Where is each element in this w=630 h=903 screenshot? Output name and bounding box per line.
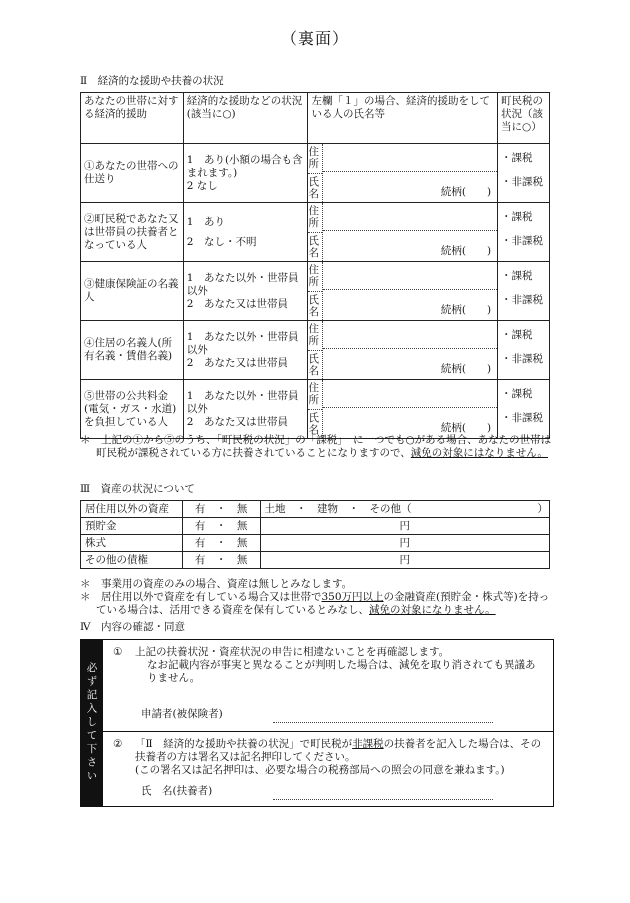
item-number: ①: [113, 646, 123, 658]
tax-option[interactable]: ・課税: [501, 388, 533, 400]
option-1[interactable]: 1 あなた以外・世帯員以外: [186, 389, 299, 415]
assets-table: [80, 500, 550, 569]
yes-no-option[interactable]: 有 ・ 無: [182, 552, 260, 569]
confirmation-item-1: [103, 640, 553, 732]
tax-option[interactable]: ・課税: [501, 270, 533, 282]
applicant-label: 申請者(被保険者): [141, 708, 223, 720]
note-emphasis: 350万円以上: [321, 591, 384, 603]
section-3-notes: [80, 578, 555, 617]
option-1[interactable]: 1 あなた以外・世帯員以外: [186, 330, 299, 356]
table-row: [81, 321, 550, 380]
confirmation-item-2: [103, 732, 553, 806]
note-emphasis: 減免の対象にはなりません。: [410, 447, 548, 459]
row-label: ①あなたの世帯への仕送り: [81, 144, 184, 203]
item-text: 「Ⅱ 経済的な援助や扶養の状況」で町民税が: [135, 738, 353, 750]
tax-option[interactable]: ・課税: [501, 211, 533, 223]
nontax-option[interactable]: ・非課税: [501, 235, 544, 247]
table-row: [81, 535, 550, 552]
amount-field[interactable]: 円: [260, 535, 549, 552]
address-label: 住所: [308, 380, 322, 410]
yes-no-option[interactable]: 有 ・ 無: [182, 518, 260, 535]
asset-label: 株式: [81, 535, 183, 552]
relation-field[interactable]: 続柄( ): [440, 422, 492, 434]
name-label: 氏名: [308, 175, 319, 200]
yes-no-option[interactable]: 有 ・ 無: [182, 535, 260, 552]
option-1[interactable]: 1 あなた以外・世帯員以外: [186, 271, 299, 297]
item-text: (この署名又は記名押印は、必要な場合の税務部局への照会の同意を兼ねます。): [135, 764, 505, 776]
name-label: 氏名: [308, 293, 319, 318]
item-text: の扶養者を記入した場合は、その扶養者の方は署名又は記名押印してください。: [135, 738, 542, 763]
section-3-heading: Ⅲ 資産の状況について: [80, 483, 195, 495]
address-label: 住所: [308, 203, 322, 233]
asset-label: その他の債権: [81, 552, 183, 569]
section-2-note: [80, 434, 555, 460]
confirmation-box: [80, 639, 554, 807]
asset-detail[interactable]: 土地 ・ 建物 ・ その他（ ）: [260, 501, 549, 518]
tax-option[interactable]: ・課税: [501, 152, 533, 164]
table-row: [81, 380, 550, 439]
section-4-heading: Ⅳ 内容の確認・同意: [80, 621, 185, 633]
note-text: ＊ 事業用の資産のみの場合、資産は無しとみなします。: [80, 578, 353, 590]
note-emphasis: 減免の対象になりません。: [369, 604, 496, 616]
name-label: 氏名: [308, 352, 319, 377]
table-row: [81, 501, 550, 518]
amount-field[interactable]: 円: [260, 518, 549, 535]
item-text: なお記載内容が事実と異なることが判明した場合は、減免を取り消されても異議ありません。: [147, 659, 536, 684]
row-label: ⑤世帯の公共料金(電気・ガス・水道)を負担している人: [81, 380, 184, 439]
address-label: 住所: [308, 262, 322, 292]
nontax-option[interactable]: ・非課税: [501, 294, 544, 306]
option-2[interactable]: 2 あなた又は世帯員: [186, 415, 288, 428]
table-row: [81, 144, 550, 203]
option-2[interactable]: 2 なし・不明: [186, 235, 257, 248]
item-emphasis: 非課税: [352, 738, 384, 750]
option-2[interactable]: 2 なし: [186, 179, 218, 192]
note-text: ＊ 居住用以外で資産を有している場合又は世帯で: [80, 591, 322, 603]
address-field[interactable]: [323, 380, 497, 408]
relation-field[interactable]: 続柄( ): [440, 186, 492, 198]
table-row: [81, 262, 550, 321]
amount-field[interactable]: 円: [260, 552, 549, 569]
relation-field[interactable]: 続柄( ): [440, 363, 492, 375]
address-label: 住所: [308, 321, 322, 351]
row-label: ③健康保険証の名義人: [81, 262, 184, 321]
note-text: ＊ 上記の①から⑤のうち、「町民税の状況」の「課税」 に一つでも○がある場合、あなたの世帯は町民税が課税されている方に扶養されていることになりますので、: [80, 434, 552, 459]
option-1[interactable]: 1 あり: [186, 215, 225, 228]
header-cell: 左欄「１」の場合、経済的援助をしている人の氏名等: [308, 93, 498, 144]
nontax-option[interactable]: ・非課税: [501, 412, 544, 424]
item-number: ②: [113, 738, 123, 750]
nontax-option[interactable]: ・非課税: [501, 353, 544, 365]
option-1[interactable]: 1 あり(小額の場合も含まれます。): [186, 153, 303, 179]
table-row: [81, 552, 550, 569]
section-2-heading: Ⅱ 経済的な援助や扶養の状況: [80, 75, 224, 87]
header-cell: 経済的な援助などの状況(該当に○): [183, 93, 308, 144]
required-banner: 必ず記入して下さい: [81, 640, 103, 806]
yes-no-option[interactable]: 有 ・ 無: [182, 501, 260, 518]
header-cell: 町民税の状況（該当に○）: [498, 93, 550, 144]
item-text: 上記の扶養状況・資産状況の申告に相違ないことを再確認します。: [135, 646, 450, 658]
address-field[interactable]: [323, 262, 497, 290]
option-2[interactable]: 2 あなた又は世帯員: [186, 297, 288, 310]
relation-field[interactable]: 続柄( ): [440, 245, 492, 257]
page-title: （裏面）: [280, 29, 349, 48]
supporter-signature-field[interactable]: [273, 787, 493, 800]
table-row: [81, 203, 550, 262]
row-label: ②町民税であなた又は世帯員の扶養者となっている人: [81, 203, 184, 262]
relation-field[interactable]: 続柄( ): [440, 304, 492, 316]
address-field[interactable]: [323, 321, 497, 349]
applicant-signature-field[interactable]: [273, 710, 493, 723]
asset-label: 預貯金: [81, 518, 183, 535]
name-label: 氏名: [308, 411, 319, 436]
table-row: [81, 518, 550, 535]
address-field[interactable]: [323, 144, 497, 172]
option-2[interactable]: 2 あなた又は世帯員: [186, 356, 288, 369]
asset-label: 居住用以外の資産: [81, 501, 183, 518]
support-table: [80, 92, 550, 439]
note-text: の金融資産(預貯金・株式等)を持っている場合は、活用できる資産を保有しているとみなし、: [96, 591, 550, 616]
header-cell: あなたの世帯に対する経済的援助: [81, 93, 184, 144]
supporter-label: 氏 名(扶養者): [141, 785, 213, 797]
tax-option[interactable]: ・課税: [501, 329, 533, 341]
address-field[interactable]: [323, 203, 497, 231]
nontax-option[interactable]: ・非課税: [501, 176, 544, 188]
name-label: 氏名: [308, 234, 319, 259]
row-label: ④住居の名義人(所有名義・賃借名義): [81, 321, 184, 380]
address-label: 住所: [308, 144, 322, 174]
